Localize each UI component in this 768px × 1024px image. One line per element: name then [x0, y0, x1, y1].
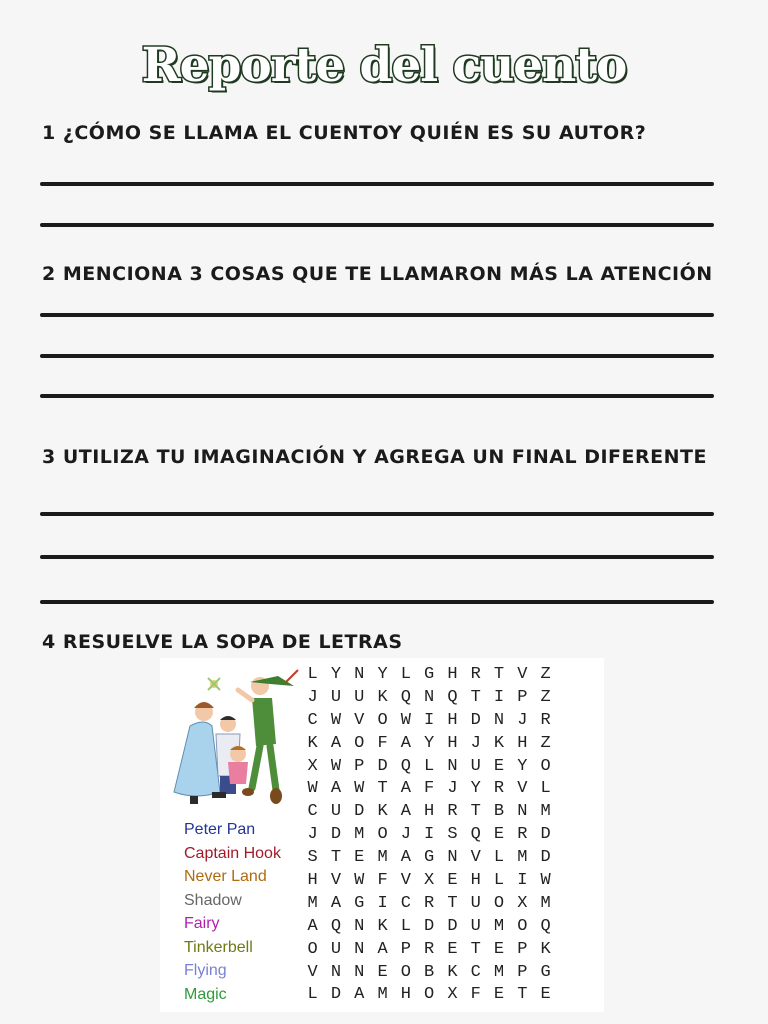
grid-letter[interactable]: X: [307, 756, 318, 776]
grid-letter[interactable]: H: [424, 802, 435, 822]
grid-letter[interactable]: L: [540, 779, 551, 799]
grid-letter[interactable]: X: [447, 985, 458, 1005]
grid-letter[interactable]: D: [447, 916, 458, 936]
grid-letter[interactable]: R: [517, 825, 528, 845]
grid-letter[interactable]: F: [377, 870, 388, 890]
grid-letter[interactable]: U: [330, 687, 342, 707]
grid-letter[interactable]: J: [400, 825, 411, 845]
grid-letter[interactable]: E: [377, 962, 388, 982]
grid-letter[interactable]: K: [377, 916, 388, 936]
grid-letter[interactable]: T: [470, 687, 481, 707]
grid-letter[interactable]: Q: [400, 756, 411, 776]
grid-letter[interactable]: C: [400, 893, 411, 913]
grid-letter[interactable]: O: [377, 825, 388, 845]
grid-letter[interactable]: Y: [470, 779, 481, 799]
answer-line: [40, 512, 714, 516]
grid-letter[interactable]: E: [354, 848, 365, 868]
grid-letter[interactable]: N: [447, 756, 458, 776]
grid-letter[interactable]: F: [424, 779, 435, 799]
grid-letter[interactable]: R: [447, 802, 458, 822]
grid-letter[interactable]: M: [540, 802, 551, 822]
grid-letter[interactable]: A: [307, 916, 318, 936]
grid-letter[interactable]: H: [447, 733, 458, 753]
grid-row: [301, 755, 557, 778]
grid-letter[interactable]: C: [307, 802, 318, 822]
grid-letter[interactable]: T: [470, 802, 481, 822]
grid-letter[interactable]: A: [377, 939, 388, 959]
grid-letter[interactable]: Z: [540, 687, 551, 707]
word-list-item: Captain Hook: [184, 844, 281, 862]
grid-letter[interactable]: Y: [377, 664, 388, 684]
grid-letter[interactable]: O: [424, 985, 435, 1005]
word-search-panel: [160, 658, 604, 1012]
grid-letter[interactable]: V: [307, 962, 318, 982]
grid-letter[interactable]: Q: [447, 687, 458, 707]
letter-grid: [301, 663, 557, 1006]
grid-letter[interactable]: N: [517, 802, 528, 822]
grid-letter[interactable]: U: [470, 756, 481, 776]
grid-letter[interactable]: A: [400, 848, 411, 868]
grid-letter[interactable]: U: [470, 893, 481, 913]
grid-letter[interactable]: N: [354, 916, 365, 936]
grid-letter[interactable]: V: [400, 870, 411, 890]
grid-letter[interactable]: A: [330, 733, 342, 753]
word-list-item: Peter Pan: [184, 821, 256, 838]
grid-letter[interactable]: K: [377, 687, 388, 707]
grid-letter[interactable]: A: [400, 733, 411, 753]
word-list-item: Never Land: [184, 868, 267, 885]
grid-letter[interactable]: T: [470, 939, 481, 959]
grid-letter[interactable]: B: [493, 802, 505, 822]
grid-letter[interactable]: Z: [540, 733, 551, 753]
grid-row: [301, 915, 557, 938]
answer-line: [40, 600, 714, 604]
grid-letter[interactable]: T: [447, 893, 458, 913]
grid-letter[interactable]: P: [517, 687, 528, 707]
grid-letter[interactable]: O: [493, 893, 505, 913]
answer-line: [40, 555, 714, 559]
grid-letter[interactable]: V: [470, 848, 481, 868]
grid-letter[interactable]: O: [307, 939, 318, 959]
grid-letter[interactable]: Y: [517, 756, 528, 776]
grid-letter[interactable]: W: [400, 710, 411, 730]
wendy-figure: [174, 702, 220, 804]
grid-letter[interactable]: H: [470, 870, 481, 890]
word-list-item: Magic: [184, 985, 227, 1003]
grid-letter[interactable]: R: [540, 710, 551, 730]
grid-letter[interactable]: M: [377, 985, 388, 1005]
grid-letter[interactable]: R: [470, 664, 481, 684]
grid-letter[interactable]: X: [424, 870, 435, 890]
grid-letter[interactable]: P: [354, 756, 365, 776]
grid-row: [301, 869, 557, 892]
grid-letter[interactable]: O: [354, 733, 365, 753]
grid-letter[interactable]: X: [517, 893, 528, 913]
grid-letter[interactable]: R: [424, 939, 435, 959]
grid-letter[interactable]: R: [493, 779, 505, 799]
grid-row: [301, 892, 557, 915]
grid-letter[interactable]: E: [493, 756, 505, 776]
grid-letter[interactable]: G: [424, 848, 435, 868]
grid-letter[interactable]: M: [517, 848, 528, 868]
grid-row: [301, 663, 557, 686]
grid-letter[interactable]: E: [493, 985, 505, 1005]
question-1: 1 ¿CÓMO SE LLAMA EL CUENTOY QUIÉN ES SU AUTOR?: [42, 122, 647, 144]
grid-letter[interactable]: K: [447, 962, 458, 982]
grid-letter[interactable]: G: [540, 962, 551, 982]
grid-letter[interactable]: P: [400, 939, 411, 959]
grid-letter[interactable]: Y: [424, 733, 435, 753]
grid-letter[interactable]: I: [493, 687, 505, 707]
grid-letter[interactable]: E: [447, 939, 458, 959]
grid-letter[interactable]: M: [540, 893, 551, 913]
word-list-item: Tinkerbell: [184, 938, 253, 956]
grid-letter[interactable]: W: [330, 756, 342, 776]
grid-letter[interactable]: H: [517, 733, 528, 753]
grid-letter[interactable]: V: [330, 870, 342, 890]
grid-letter[interactable]: Q: [540, 916, 551, 936]
grid-letter[interactable]: U: [330, 802, 342, 822]
grid-letter[interactable]: O: [517, 916, 528, 936]
grid-letter[interactable]: L: [307, 664, 318, 684]
grid-letter[interactable]: G: [424, 664, 435, 684]
word-list-item: Fairy: [184, 915, 220, 932]
grid-letter[interactable]: D: [424, 916, 435, 936]
grid-letter[interactable]: T: [377, 779, 388, 799]
peter-pan-figure: [238, 670, 298, 804]
grid-letter[interactable]: M: [493, 916, 505, 936]
grid-letter[interactable]: W: [354, 779, 365, 799]
grid-letter[interactable]: H: [447, 664, 458, 684]
grid-row: [301, 777, 557, 800]
grid-row: [301, 709, 557, 732]
grid-letter[interactable]: D: [470, 710, 481, 730]
worksheet-title: Reporte del cuento: [141, 38, 627, 93]
grid-letter[interactable]: W: [307, 779, 318, 799]
grid-letter[interactable]: N: [354, 962, 365, 982]
grid-letter[interactable]: U: [470, 916, 481, 936]
grid-letter[interactable]: V: [517, 664, 528, 684]
grid-letter[interactable]: A: [330, 779, 342, 799]
grid-letter[interactable]: W: [330, 710, 342, 730]
word-list-item: Flying: [184, 962, 227, 979]
answer-line: [40, 354, 714, 358]
grid-letter[interactable]: L: [493, 848, 505, 868]
answer-line: [40, 182, 714, 186]
grid-letter[interactable]: N: [354, 664, 365, 684]
grid-row: [301, 686, 557, 709]
question-3: 3 UTILIZA TU IMAGINACIÓN Y AGREGA UN FINAL DIFERENTE: [42, 446, 707, 468]
grid-letter[interactable]: L: [307, 985, 318, 1005]
grid-letter[interactable]: K: [540, 939, 551, 959]
grid-letter[interactable]: I: [424, 710, 435, 730]
word-list-item: Shadow: [184, 891, 242, 909]
grid-letter[interactable]: M: [493, 962, 505, 982]
peter-pan-characters-illustration: [160, 664, 300, 810]
word-list: [184, 818, 281, 1006]
grid-letter[interactable]: U: [354, 687, 365, 707]
grid-letter[interactable]: A: [330, 893, 342, 913]
grid-letter[interactable]: E: [540, 985, 551, 1005]
grid-letter[interactable]: D: [540, 825, 551, 845]
grid-letter[interactable]: H: [447, 710, 458, 730]
grid-letter[interactable]: J: [517, 710, 528, 730]
grid-letter[interactable]: M: [354, 825, 365, 845]
grid-letter[interactable]: R: [424, 893, 435, 913]
grid-letter[interactable]: C: [470, 962, 481, 982]
grid-letter[interactable]: J: [307, 687, 318, 707]
grid-letter[interactable]: P: [517, 939, 528, 959]
grid-letter[interactable]: S: [447, 825, 458, 845]
grid-letter[interactable]: M: [377, 848, 388, 868]
grid-letter[interactable]: N: [493, 710, 505, 730]
grid-letter[interactable]: O: [377, 710, 388, 730]
grid-letter[interactable]: W: [354, 870, 365, 890]
grid-row: [301, 732, 557, 755]
grid-letter[interactable]: T: [517, 985, 528, 1005]
grid-row: [301, 983, 557, 1006]
grid-letter[interactable]: Y: [330, 664, 342, 684]
grid-letter[interactable]: D: [330, 825, 342, 845]
grid-row: [301, 938, 557, 961]
grid-letter[interactable]: Z: [540, 664, 551, 684]
grid-letter[interactable]: K: [493, 733, 505, 753]
grid-letter[interactable]: T: [493, 664, 505, 684]
grid-letter[interactable]: A: [354, 985, 365, 1005]
grid-letter[interactable]: O: [540, 756, 551, 776]
grid-letter[interactable]: S: [307, 848, 318, 868]
grid-letter[interactable]: E: [493, 939, 505, 959]
answer-line: [40, 223, 714, 227]
grid-letter[interactable]: A: [400, 779, 411, 799]
grid-letter[interactable]: I: [377, 893, 388, 913]
grid-letter[interactable]: E: [493, 825, 505, 845]
grid-letter[interactable]: N: [354, 939, 365, 959]
grid-letter[interactable]: N: [424, 687, 435, 707]
grid-letter[interactable]: J: [447, 779, 458, 799]
grid-letter[interactable]: E: [447, 870, 458, 890]
grid-row: [301, 961, 557, 984]
grid-letter[interactable]: N: [330, 962, 342, 982]
grid-letter[interactable]: F: [470, 985, 481, 1005]
answer-line: [40, 313, 714, 317]
grid-letter[interactable]: N: [447, 848, 458, 868]
grid-letter[interactable]: U: [330, 939, 342, 959]
grid-letter[interactable]: F: [377, 733, 388, 753]
grid-letter[interactable]: M: [307, 893, 318, 913]
question-2: 2 MENCIONA 3 COSAS QUE TE LLAMARON MÁS LA ATENCIÓN: [42, 263, 713, 285]
tinkerbell-figure: [208, 678, 220, 690]
grid-letter[interactable]: Q: [330, 916, 342, 936]
grid-letter[interactable]: D: [540, 848, 551, 868]
grid-letter[interactable]: D: [354, 802, 365, 822]
grid-letter[interactable]: P: [517, 962, 528, 982]
grid-letter[interactable]: B: [424, 962, 435, 982]
grid-letter[interactable]: K: [307, 733, 318, 753]
grid-letter[interactable]: O: [400, 962, 411, 982]
answer-line: [40, 394, 714, 398]
grid-letter[interactable]: L: [424, 756, 435, 776]
grid-letter[interactable]: L: [493, 870, 505, 890]
grid-letter[interactable]: V: [354, 710, 365, 730]
grid-row: [301, 846, 557, 869]
grid-letter[interactable]: L: [400, 916, 411, 936]
grid-letter[interactable]: V: [517, 779, 528, 799]
grid-letter[interactable]: L: [400, 664, 411, 684]
michael-figure: [228, 746, 248, 784]
grid-letter[interactable]: G: [354, 893, 365, 913]
grid-letter[interactable]: I: [517, 870, 528, 890]
grid-letter[interactable]: H: [400, 985, 411, 1005]
grid-letter[interactable]: D: [377, 756, 388, 776]
grid-letter[interactable]: D: [330, 985, 342, 1005]
grid-letter[interactable]: Q: [470, 825, 481, 845]
grid-letter[interactable]: C: [307, 710, 318, 730]
question-4: 4 RESUELVE LA SOPA DE LETRAS: [42, 631, 403, 653]
grid-letter[interactable]: W: [540, 870, 551, 890]
grid-letter[interactable]: Q: [400, 687, 411, 707]
grid-row: [301, 823, 557, 846]
grid-letter[interactable]: K: [377, 802, 388, 822]
grid-letter[interactable]: T: [330, 848, 342, 868]
grid-letter[interactable]: H: [307, 870, 318, 890]
grid-letter[interactable]: J: [307, 825, 318, 845]
grid-letter[interactable]: J: [470, 733, 481, 753]
grid-letter[interactable]: I: [424, 825, 435, 845]
grid-row: [301, 800, 557, 823]
grid-letter[interactable]: A: [400, 802, 411, 822]
